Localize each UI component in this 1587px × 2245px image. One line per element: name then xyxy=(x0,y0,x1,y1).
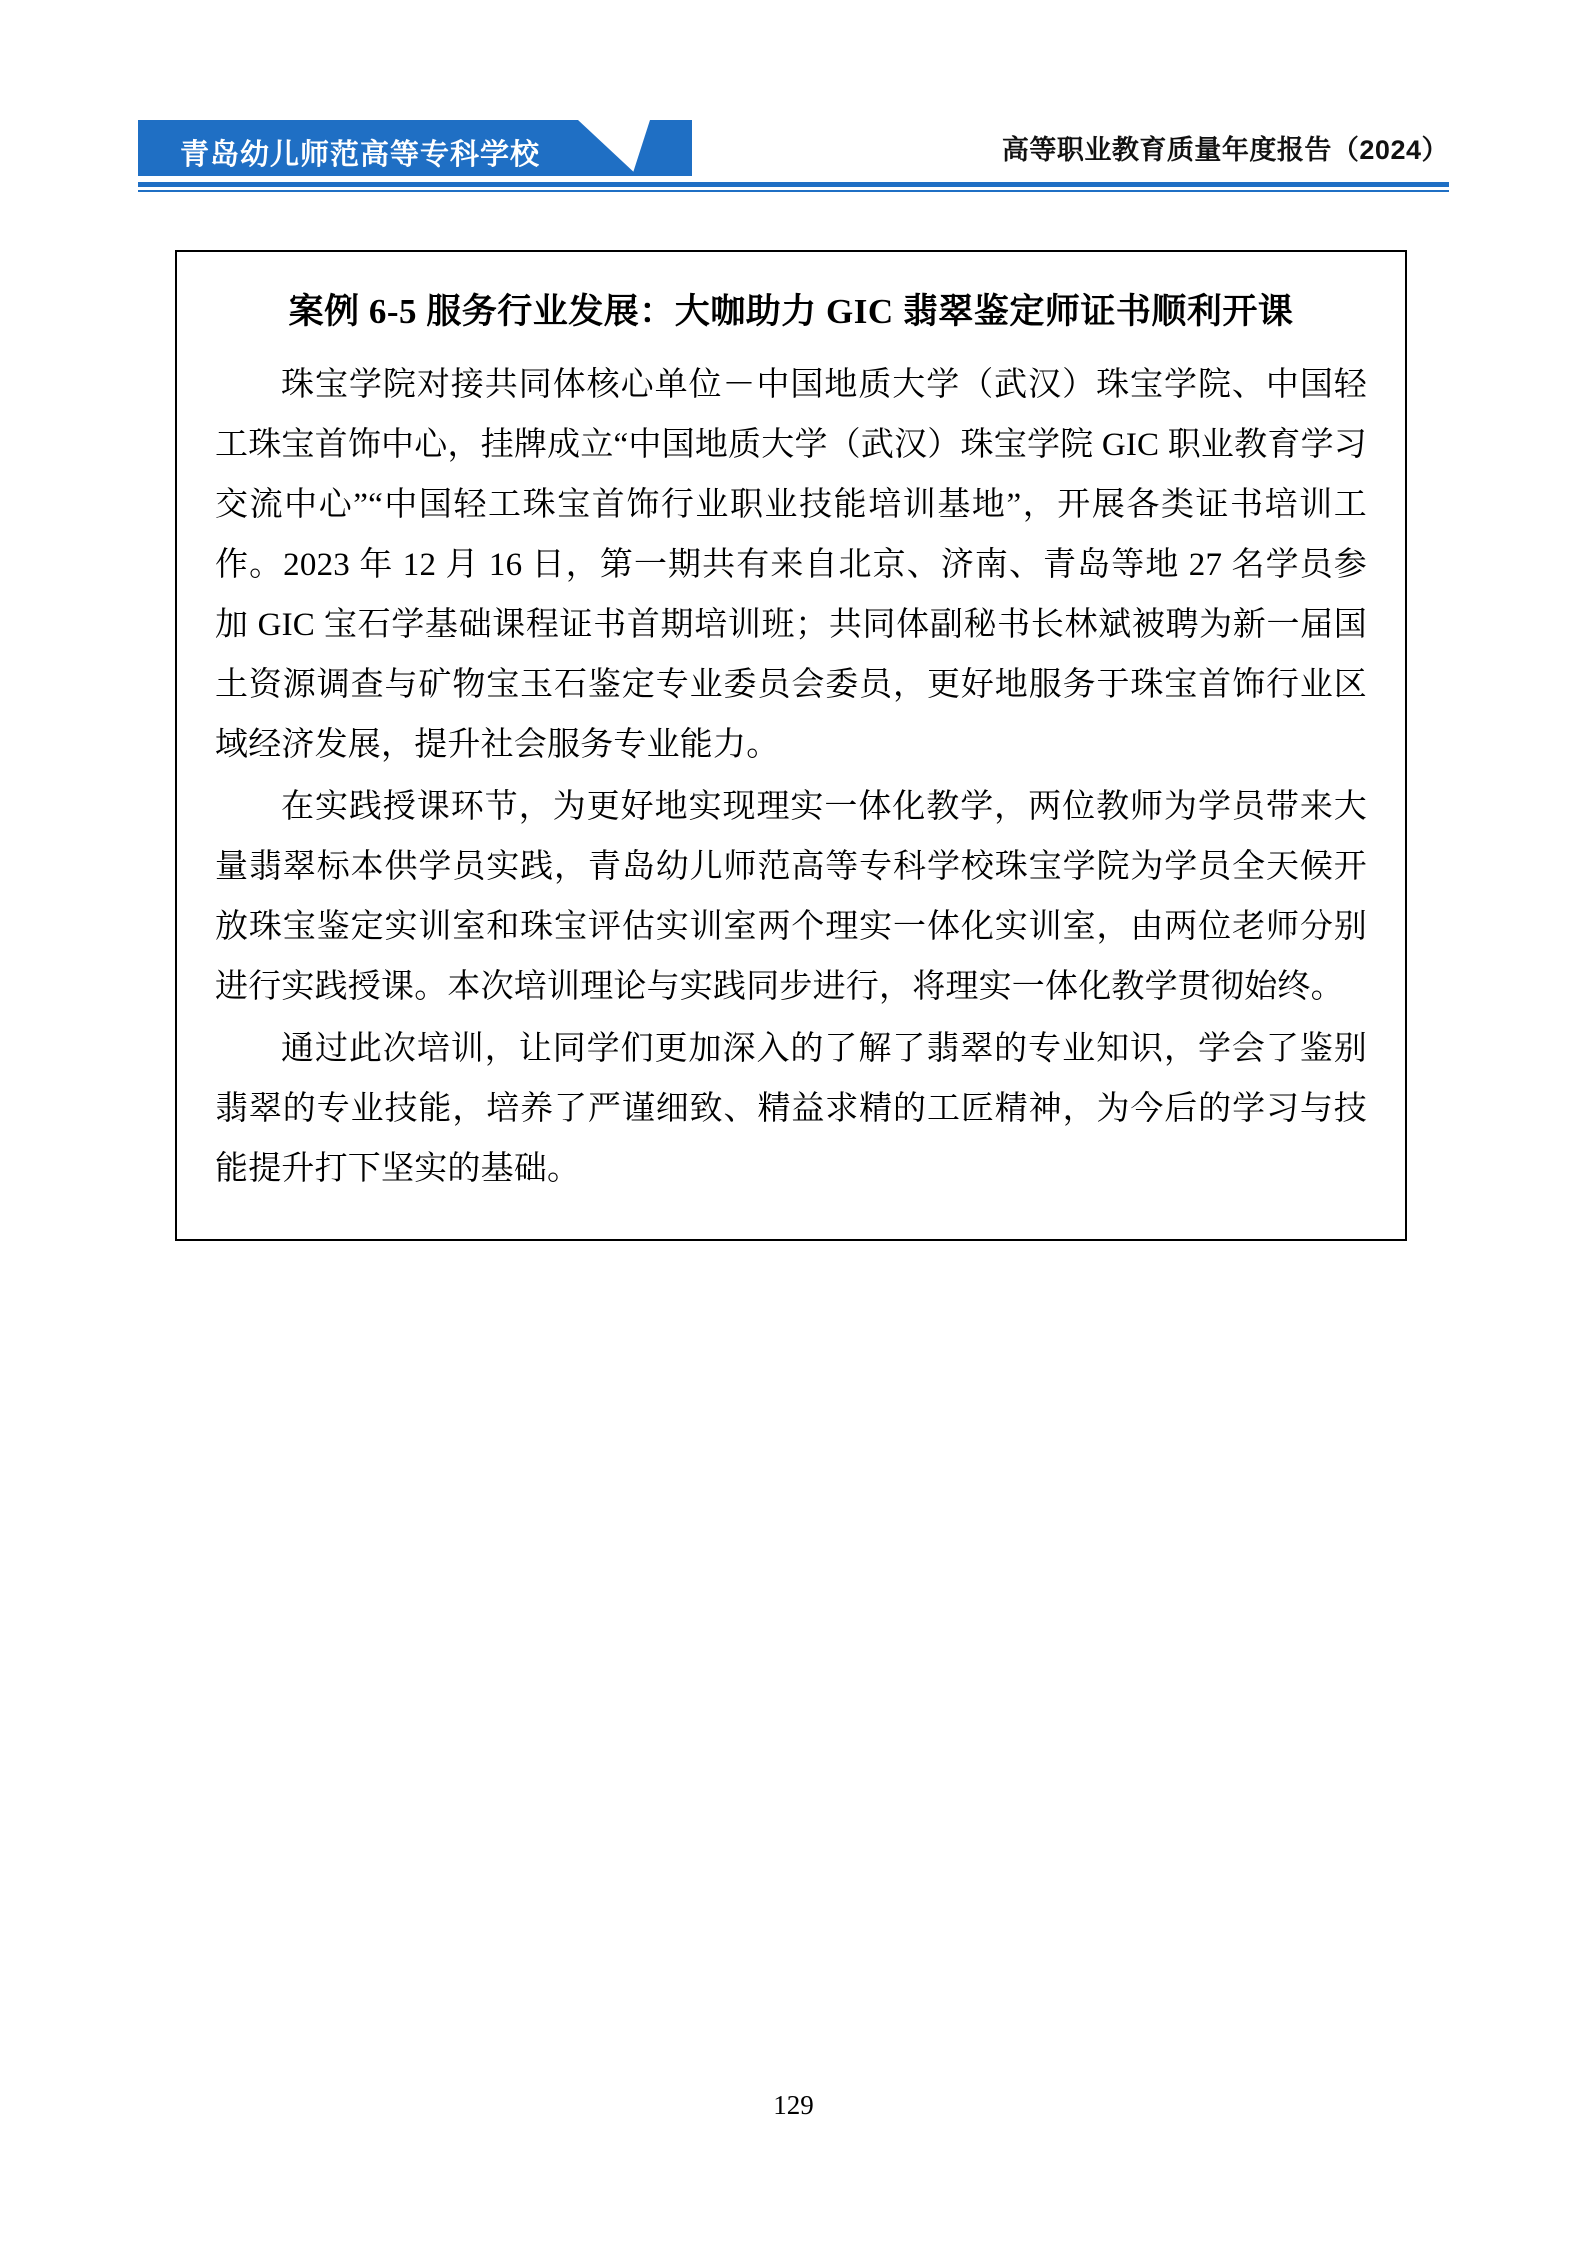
page-number: 129 xyxy=(773,2090,814,2120)
page-header xyxy=(0,120,1587,190)
banner-shape-accent xyxy=(632,120,692,176)
report-title: 高等职业教育质量年度报告（2024） xyxy=(1001,135,1449,165)
case-paragraph: 珠宝学院对接共同体核心单位－中国地质大学（武汉）珠宝学院、中国轻工珠宝首饰中心，挂牌成立“中国地质大学（武汉）珠宝学院 GIC 职业教育学习交流中心”“中国轻工珠宝首饰行业职业技能培训基地”，开展各类证书培训工作。2023 年 12 月 16 日，第一期共有来自北京、济南、青岛等地 27 名学员参加 GIC 宝石学基础课程证书首期培训班；共同体副秘书长林斌被聘为新一届国土资源调查与矿物宝玉石鉴定专业委员会委员，更好地服务于珠宝首饰行业区域经济发展，提升社会服务专业能力。 xyxy=(215,366,1367,763)
case-paragraph: 通过此次培训，让同学们更加深入的了解了翡翠的专业知识，学会了鉴别翡翠的专业技能，培养了严谨细致、精益求精的工匠精神，为今后的学习与技能提升打下坚实的基础。 xyxy=(215,1031,1367,1188)
case-title: 案例 6-5 服务行业发展：大咖助力 GIC 翡翠鉴定师证书顺利开课 xyxy=(288,292,1294,331)
school-name: 青岛幼儿师范高等专科学校 xyxy=(180,139,541,171)
header-rule-thin xyxy=(138,190,1449,192)
case-study-box xyxy=(175,250,1407,1241)
school-banner xyxy=(138,120,678,176)
header-rule-thick xyxy=(138,182,1449,187)
case-paragraph: 在实践授课环节，为更好地实现理实一体化教学，两位教师为学员带来大量翡翠标本供学员实践，青岛幼儿师范高等专科学校珠宝学院为学员全天候开放珠宝鉴定实训室和珠宝评估实训室两个理实一体化实训室，由两位老师分别进行实践授课。本次培训理论与实践同步进行，将理实一体化教学贯彻始终。 xyxy=(215,788,1367,1005)
